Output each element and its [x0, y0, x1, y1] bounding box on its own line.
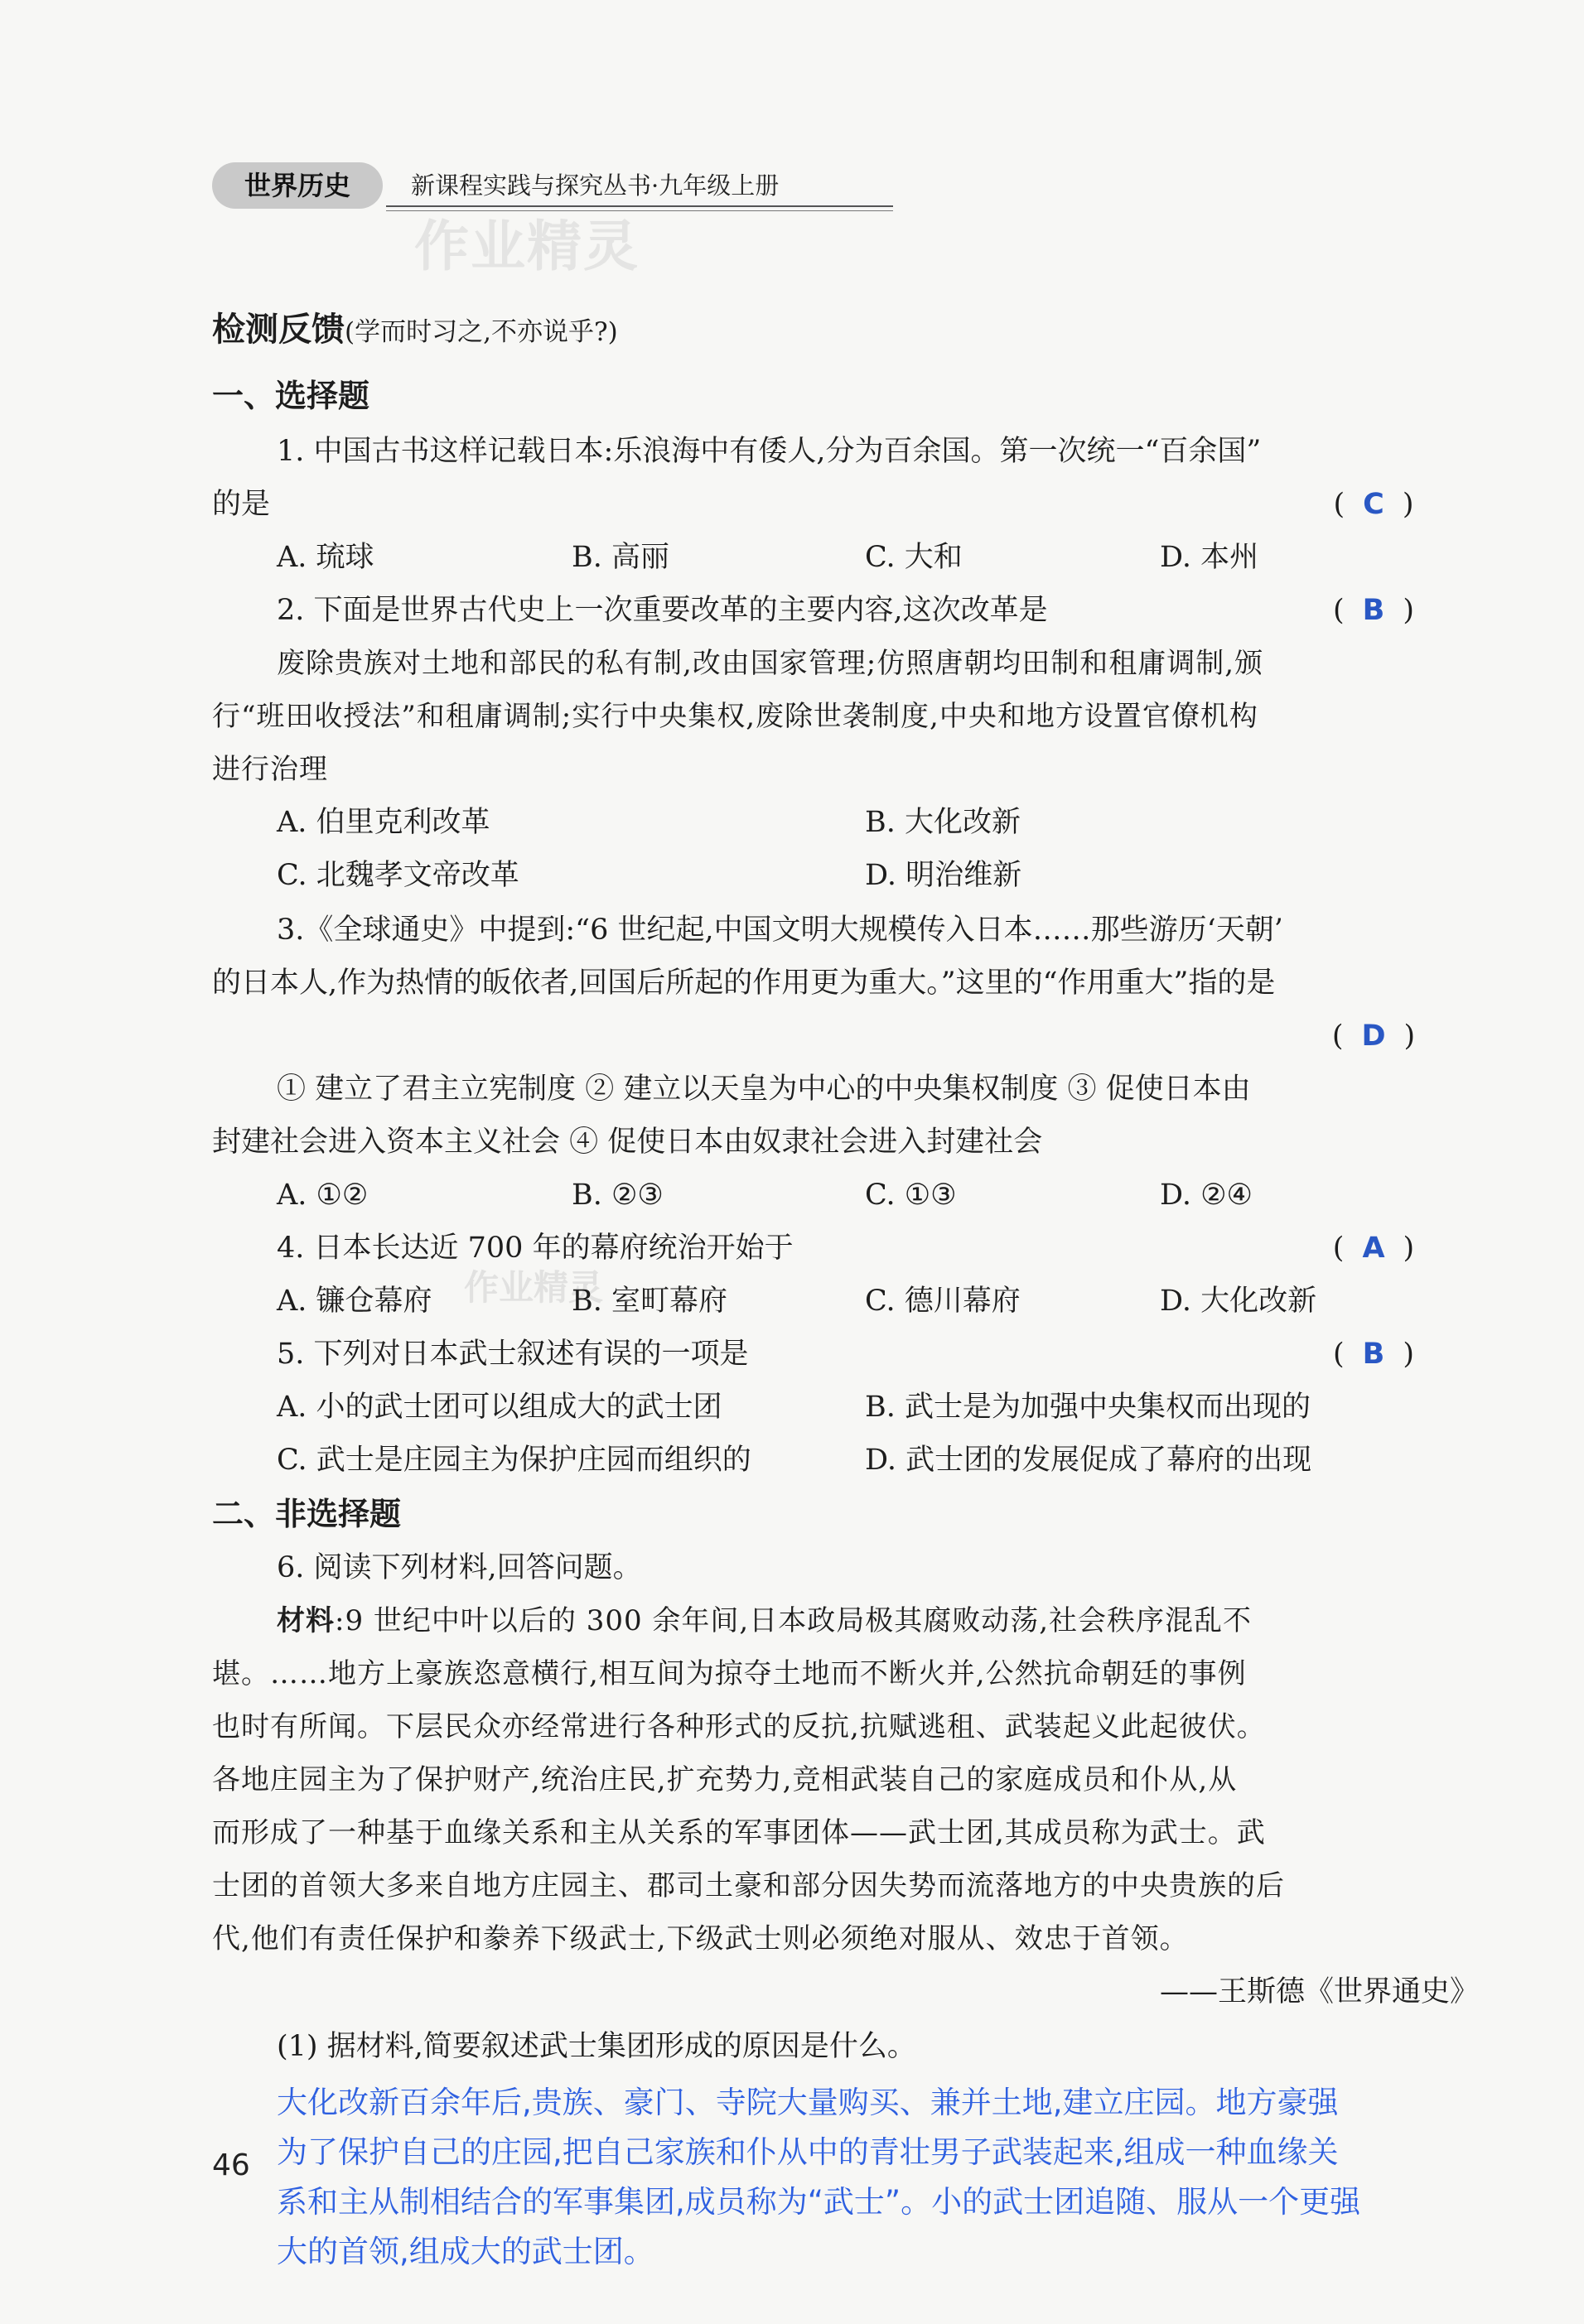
q6-material-line2: 堪。……地方上豪族恣意横行,相互间为掠夺土地而不断火并,公然抗命朝廷的事例 — [212, 1657, 1247, 1690]
q6-material-line6: 士团的首领大多来自地方庄园主、郡司土豪和部分因失势而流落地方的中央贵族的后 — [212, 1869, 1285, 1902]
q6-material-line5: 而形成了一种基于血缘关系和主从关系的军事团体——武士团,其成员称为武士。武 — [212, 1816, 1266, 1849]
q4-answer: ( A ) — [1332, 1232, 1415, 1265]
q1-option-b: B. 高丽 — [572, 541, 669, 574]
q6-material-line4: 各地庄园主为了保护财产,统治庄民,扩充势力,竞相武装自己的家庭成员和仆从,从 — [212, 1763, 1238, 1796]
q3-stem-line1: 3.《全球通史》中提到:“6 世纪起,中国文明大规模传入日本……那些游历‘天朝’ — [277, 914, 1283, 947]
q3-answer: ( D ) — [1331, 1020, 1416, 1053]
q5-option-d: D. 武士团的发展促成了幕府的出现 — [865, 1444, 1312, 1477]
q3-answer-letter: D — [1361, 1020, 1386, 1053]
q4-option-d: D. 大化改新 — [1160, 1285, 1317, 1318]
series-title: 新课程实践与探究丛书·九年级上册 — [411, 171, 780, 200]
q6-answer-line4: 大的首领,组成大的武士团。 — [277, 2234, 654, 2269]
header-rule-thin — [386, 210, 893, 211]
q3-option-d: D. ②④ — [1160, 1179, 1253, 1212]
q3-option-b: B. ②③ — [572, 1179, 664, 1212]
q2-option-b: B. 大化改新 — [865, 806, 1021, 839]
q2-option-c: C. 北魏孝文帝改革 — [277, 859, 519, 892]
q4-answer-letter: A — [1362, 1232, 1385, 1265]
q1-answer-letter: C — [1363, 488, 1384, 521]
q4-option-a: A. 镰仓幕府 — [277, 1285, 432, 1318]
q4-option-c: C. 德川幕府 — [865, 1285, 1021, 1318]
q6-answer-line1: 大化改新百余年后,贵族、豪门、寺院大量购买、兼并土地,建立庄园。地方豪强 — [277, 2085, 1339, 2120]
subject-badge: 世界历史 — [212, 162, 383, 209]
q1-option-a: A. 琉球 — [277, 541, 374, 574]
q2-option-a: A. 伯里克利改革 — [277, 806, 490, 839]
q1-stem-line2: 的是 — [212, 488, 271, 521]
q6-material-first: :9 世纪中叶以后的 300 余年间,日本政局极其腐败动荡,社会秩序混乱不 — [335, 1604, 1253, 1637]
q1-stem-line1: 1. 中国古书这样记载日本:乐浪海中有倭人,分为百余国。第一次统一“百余国” — [277, 435, 1262, 468]
section-check-subtitle: (学而时习之,不亦说乎?) — [345, 317, 618, 347]
q6-material-label: 材料 — [277, 1604, 335, 1637]
q3-option-c: C. ①③ — [865, 1179, 957, 1212]
q5-stem: 5. 下列对日本武士叙述有误的一项是 — [277, 1338, 749, 1371]
q2-stem: 2. 下面是世界古代史上一次重要改革的主要内容,这次改革是 — [277, 594, 1048, 627]
q3-items-line1: ① 建立了君主立宪制度 ② 建立以天皇为中心的中央集权制度 ③ 促使日本由 — [277, 1073, 1251, 1106]
q1-answer: ( C ) — [1333, 488, 1414, 521]
header-rule — [386, 205, 893, 207]
section-check-title: 检测反馈 — [212, 311, 345, 349]
q5-answer-letter: B — [1362, 1338, 1385, 1371]
q6-material-line1 — [277, 1600, 1252, 1642]
q2-answer-letter: B — [1362, 594, 1385, 627]
watermark-small: 作业精灵 — [464, 1267, 604, 1308]
q1-option-c: C. 大和 — [865, 541, 963, 574]
q3-stem-line2: 的日本人,作为热情的皈依者,回国后所起的作用更为重大。”这里的“作用重大”指的是 — [212, 967, 1276, 1000]
q6-source: ——王斯德《世界通史》 — [1160, 1975, 1480, 2008]
q2-option-d: D. 明治维新 — [865, 859, 1022, 892]
section1-heading: 一、选择题 — [212, 378, 370, 414]
q2-material-line3: 进行治理 — [212, 753, 328, 786]
page-number: 46 — [212, 2148, 250, 2182]
q3-items-line2: 封建社会进入资本主义社会 ④ 促使日本由奴隶社会进入封建社会 — [212, 1126, 1043, 1159]
section2-heading: 二、非选择题 — [212, 1496, 402, 1532]
q2-answer: ( B ) — [1333, 594, 1414, 627]
q2-material-line2: 行“班田收授法”和租庸调制;实行中央集权,废除世袭制度,中央和地方设置官僚机构 — [212, 700, 1258, 733]
q6-subquestion-1: (1) 据材料,简要叙述武士集团形成的原因是什么。 — [277, 2030, 916, 2063]
q6-stem: 6. 阅读下列材料,回答问题。 — [277, 1551, 642, 1584]
q5-option-a: A. 小的武士团可以组成大的武士团 — [277, 1391, 722, 1424]
q6-material-line3: 也时有所闻。下层民众亦经常进行各种形式的反抗,抗赋逃租、武装起义此起彼伏。 — [212, 1710, 1266, 1743]
q1-option-d: D. 本州 — [1160, 541, 1259, 574]
q5-option-b: B. 武士是为加强中央集权而出现的 — [865, 1391, 1311, 1424]
q3-option-a: A. ①② — [277, 1179, 369, 1212]
q5-option-c: C. 武士是庄园主为保护庄园而组织的 — [277, 1444, 751, 1477]
section-check-heading — [212, 306, 618, 355]
watermark: 作业精灵 — [414, 215, 640, 278]
q4-option-b: B. 室町幕府 — [572, 1285, 727, 1318]
q2-material-line1: 废除贵族对土地和部民的私有制,改由国家管理;仿照唐朝均田制和租庸调制,颁 — [277, 647, 1264, 680]
q6-material-line7: 代,他们有责任保护和豢养下级武士,下级武士则必须绝对服从、效忠于首领。 — [212, 1922, 1189, 1955]
q6-answer-line2: 为了保护自己的庄园,把自己家族和仆从中的青壮男子武装起来,组成一种血缘关 — [277, 2134, 1339, 2170]
q6-answer-line3: 系和主从制相结合的军事集团,成员称为“武士”。小的武士团追随、服从一个更强 — [277, 2184, 1361, 2220]
q5-answer: ( B ) — [1333, 1338, 1414, 1371]
q4-stem: 4. 日本长达近 700 年的幕府统治开始于 — [277, 1232, 794, 1265]
